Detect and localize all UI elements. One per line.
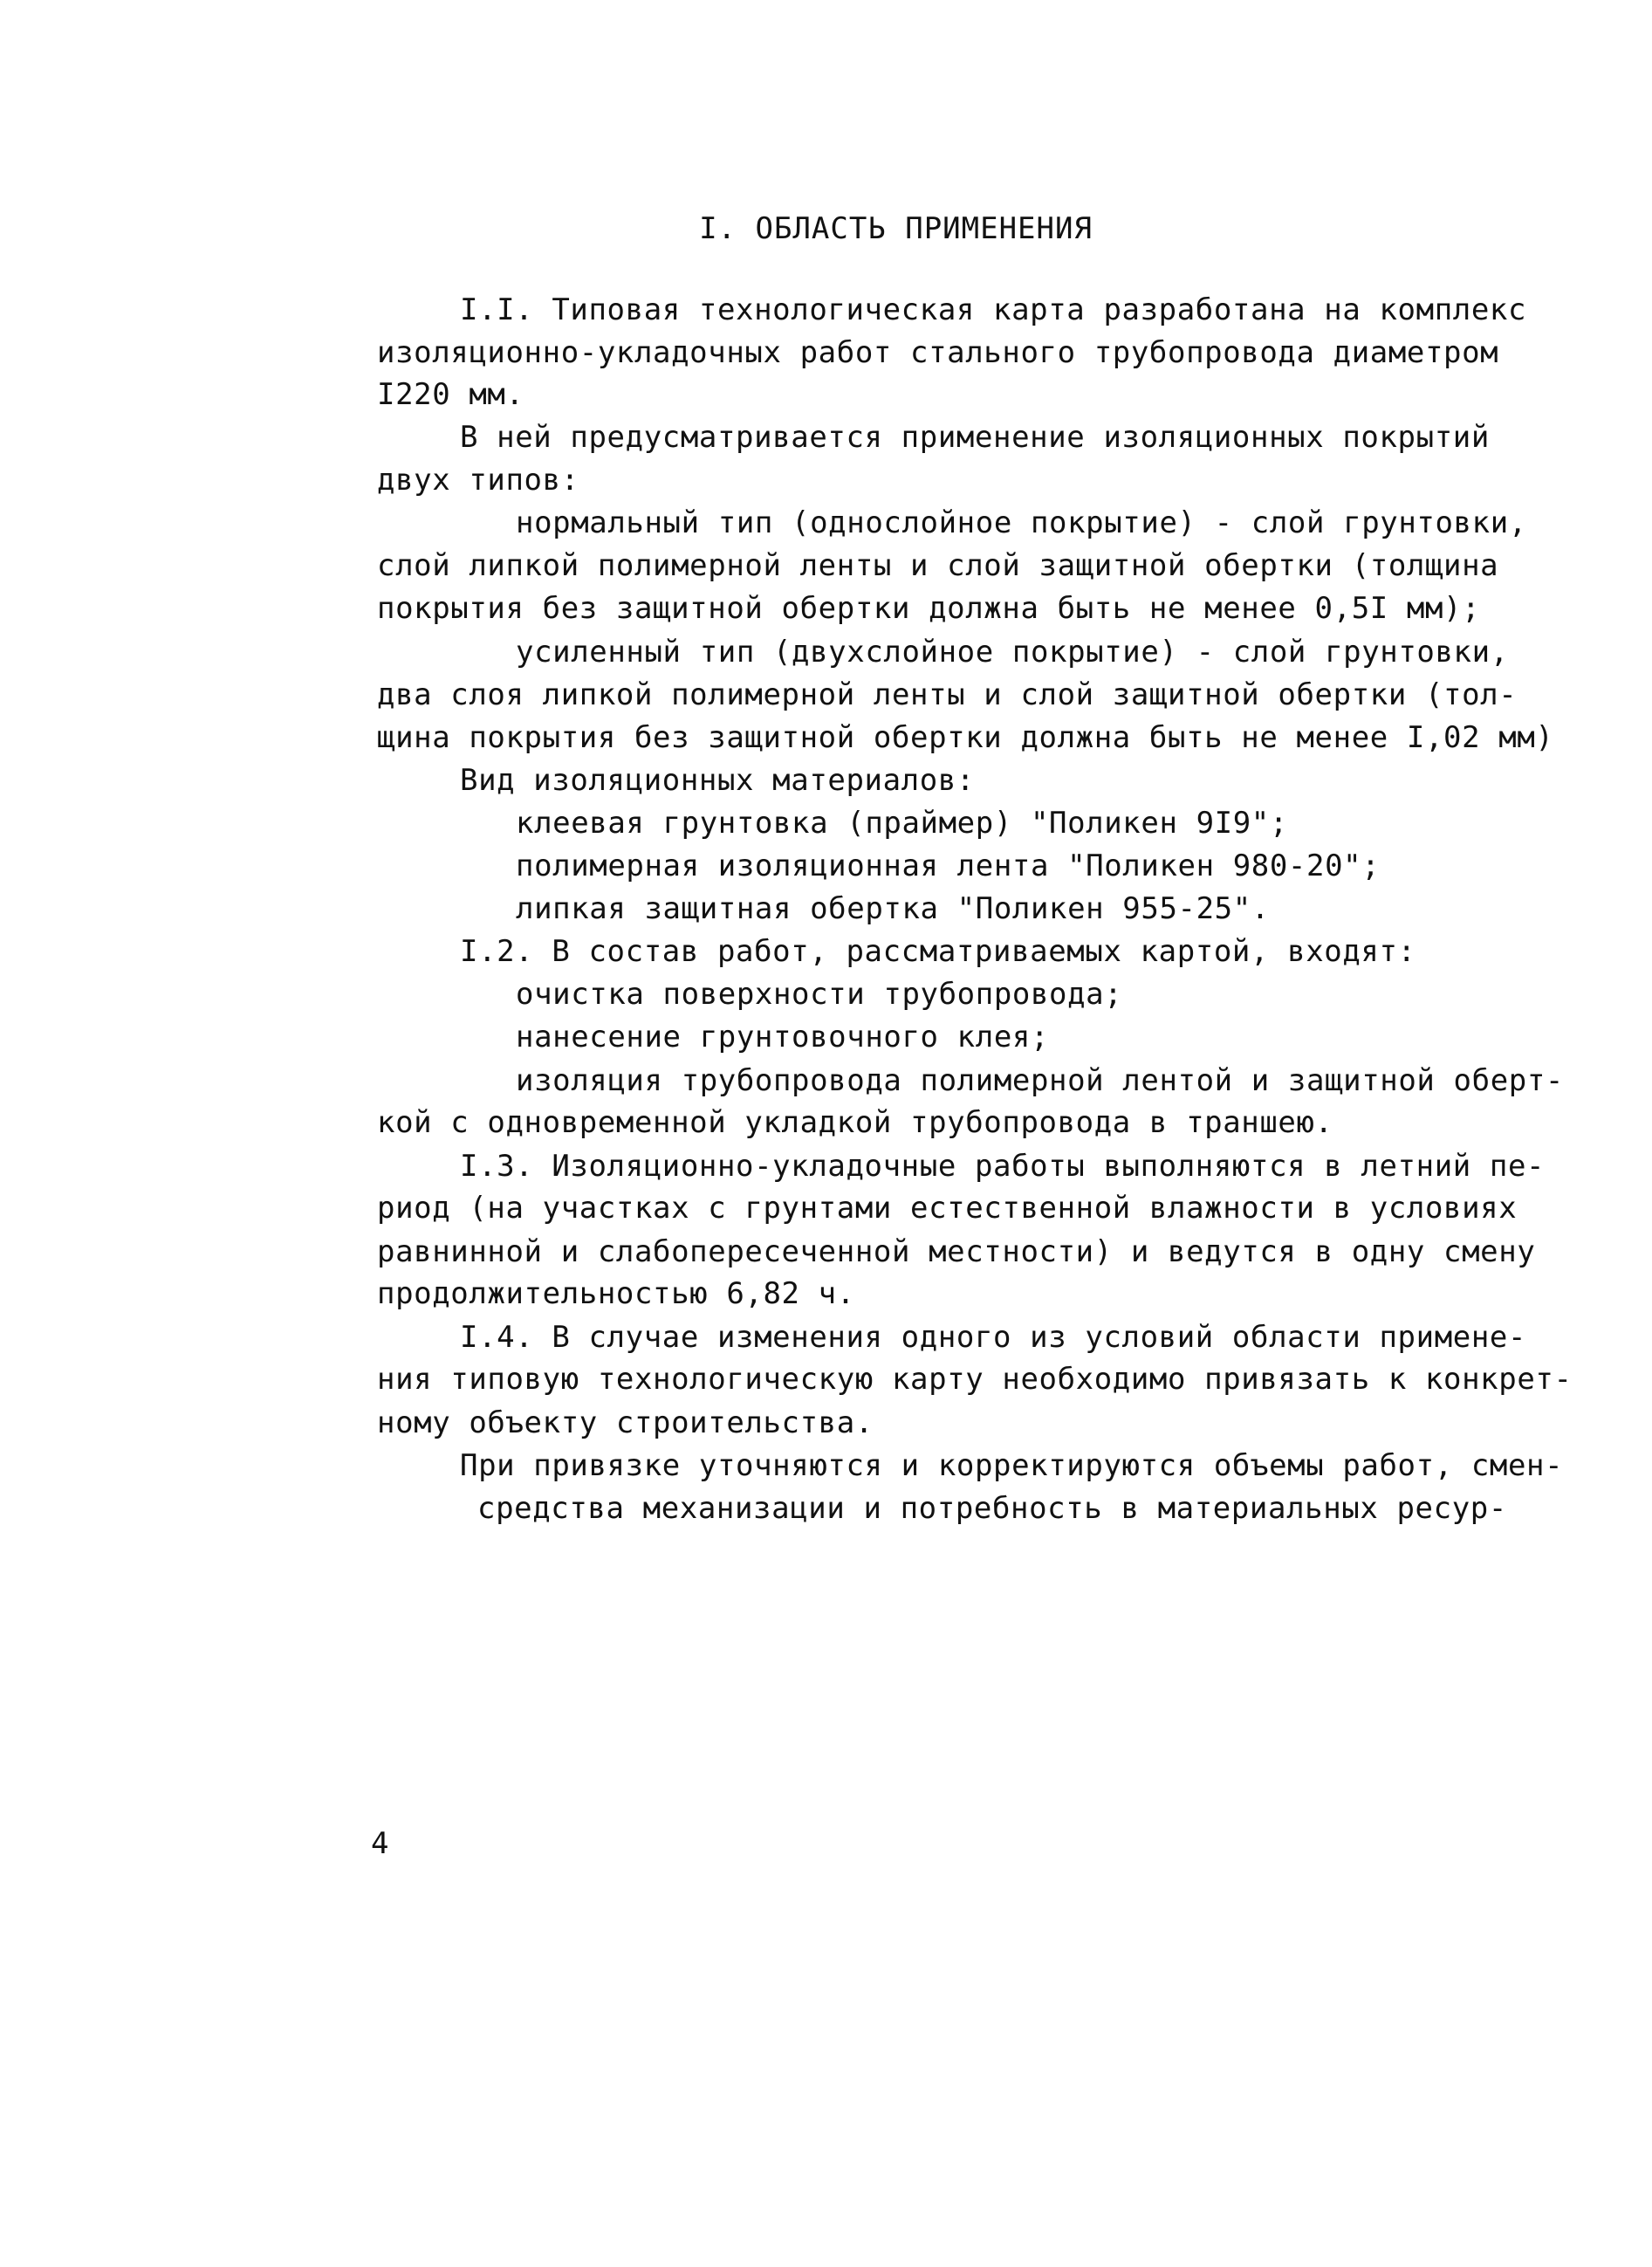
text-line: двух типов: (377, 463, 579, 498)
text-line: I.I. Типовая технологическая карта разработана на комплекс (460, 292, 1527, 327)
text-line: продолжительностью 6,82 ч. (377, 1276, 855, 1311)
text-line: клеевая грунтовка (праймер) "Поликен 9I9"; (516, 806, 1288, 841)
text-line: I.2. В состав работ, рассматриваемых картой, входят: (460, 934, 1416, 969)
text-line: В ней предусматривается применение изоляционных покрытий (460, 420, 1490, 455)
text-line: полимерная изоляционная лента "Поликен 980-20"; (516, 848, 1381, 883)
text-line: риод (на участках с грунтами естественной влажности в условиях (377, 1191, 1518, 1226)
text-line: слой липкой полимерной ленты и слой защитной обертки (толщина (377, 548, 1499, 583)
text-line: щина покрытия без защитной обертки должна быть не менее I,02 мм) (377, 720, 1554, 755)
text-line: усиленный тип (двухслойное покрытие) - слой грунтовки, (516, 635, 1509, 670)
text-line: I.3. Изоляционно-укладочные работы выполняются в летний пе- (460, 1149, 1546, 1184)
text-line: средства механизации и потребность в материальных ресур- (477, 1491, 1507, 1526)
text-line: изоляционно-укладочных работ стального трубопровода диаметром (377, 335, 1499, 370)
text-line: ния типовую технологическую карту необходимо привязать к конкрет- (377, 1362, 1573, 1397)
text-line: нанесение грунтовочного клея; (516, 1020, 1050, 1054)
text-line: нормальный тип (однослойное покрытие) - слой грунтовки, (516, 505, 1527, 540)
text-line: I220 мм. (377, 377, 524, 412)
text-line: Вид изоляционных материалов: (460, 763, 975, 798)
text-line: равнинной и слабопересеченной местности) и ведутся в одну смену (377, 1234, 1536, 1269)
text-line: очистка поверхности трубопровода; (516, 977, 1123, 1012)
section-title: I. ОБЛАСТЬ ПРИМЕНЕНИЯ (699, 211, 1093, 246)
text-line: ному объекту строительства. (377, 1405, 874, 1440)
text-line: два слоя липкой полимерной ленты и слой защитной обертки (тол- (377, 677, 1518, 712)
text-line: липкая защитная обертка "Поликен 955-25". (516, 891, 1270, 926)
text-line: При привязке уточняются и корректируются объемы работ, смен- (460, 1448, 1564, 1483)
page-number: 4 (371, 1826, 389, 1861)
text-line: кой с одновременной укладкой трубопровода в траншею. (377, 1105, 1333, 1140)
text-line: покрытия без защитной обертки должна быть не менее 0,5I мм); (377, 591, 1481, 626)
text-line: I.4. В случае изменения одного из условий области примене- (460, 1320, 1527, 1355)
text-line: изоляция трубопровода полимерной лентой и защитной оберт- (516, 1063, 1564, 1098)
